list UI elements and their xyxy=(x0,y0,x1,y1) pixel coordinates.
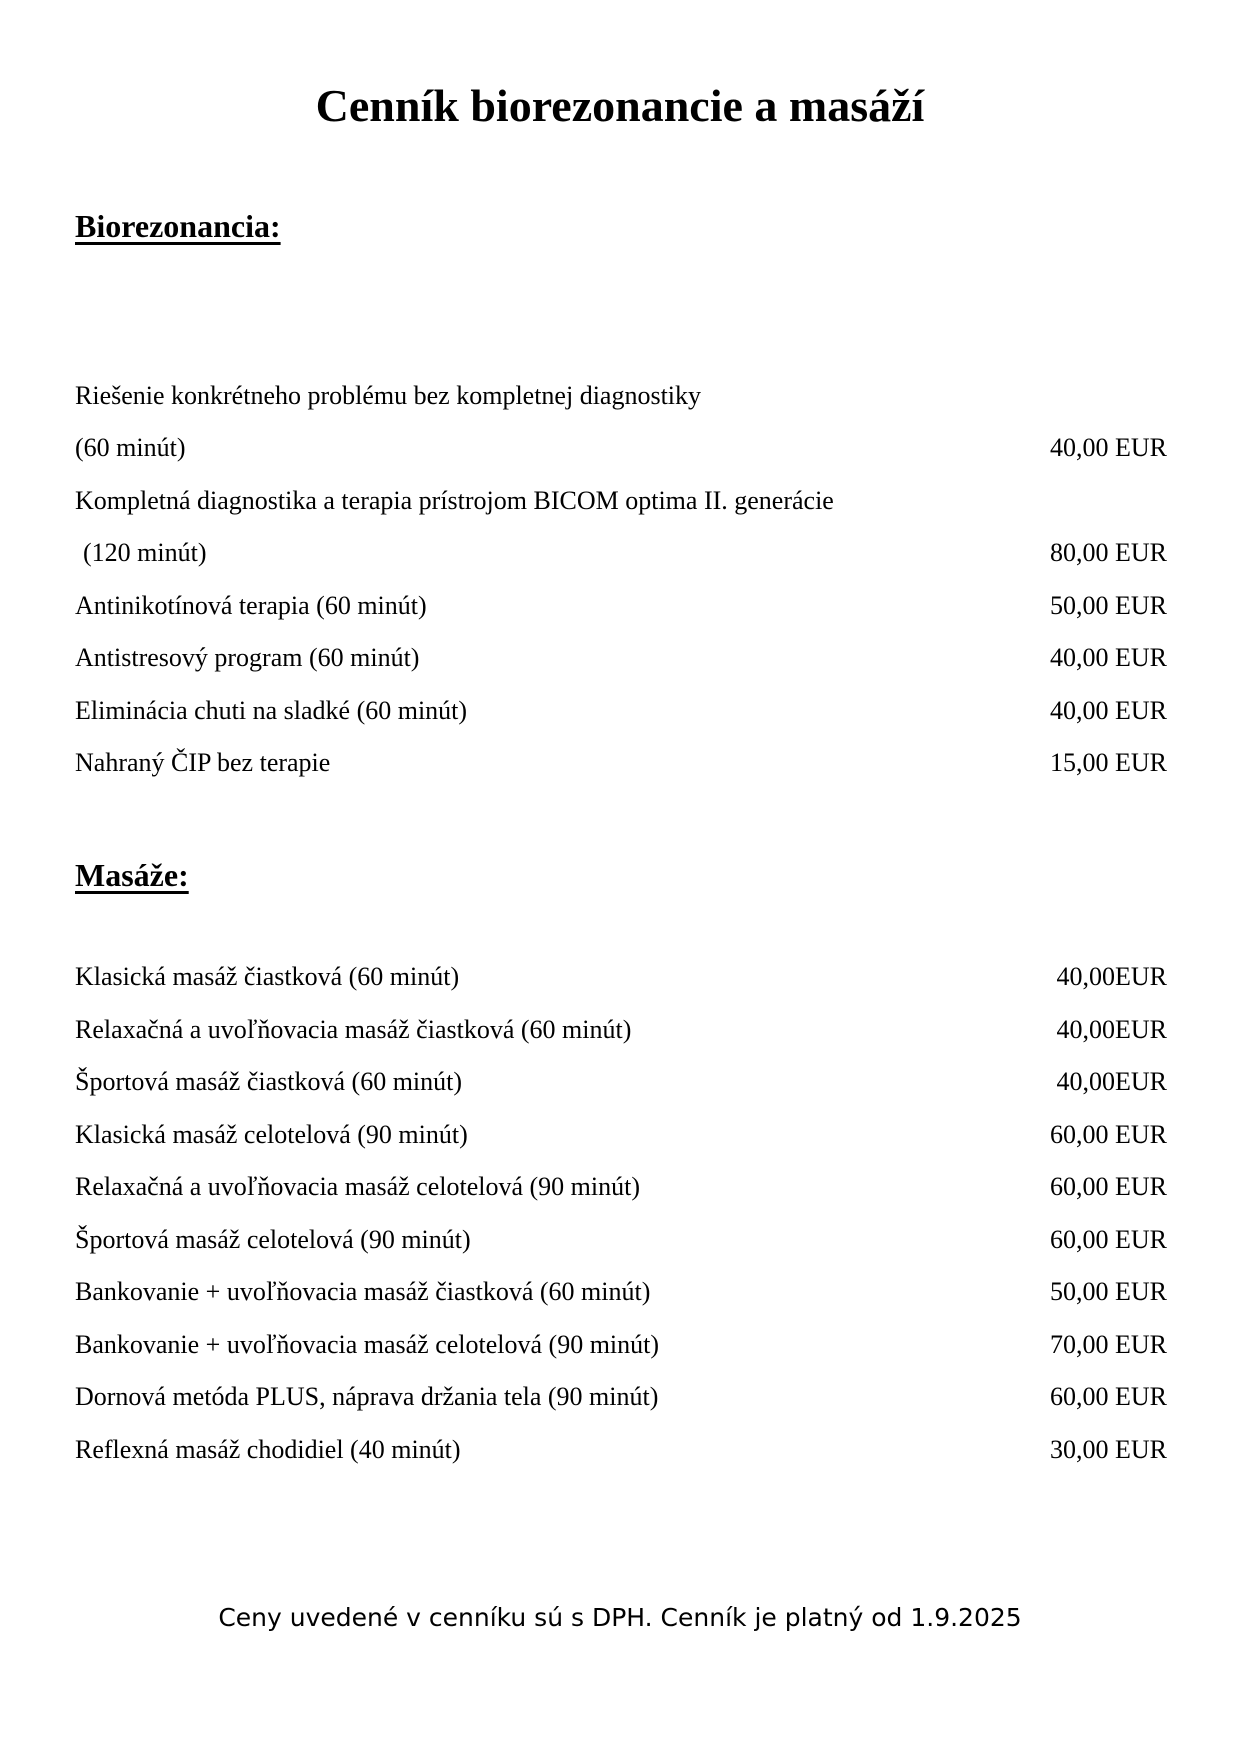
service-price: 40,00EUR xyxy=(1056,962,1167,991)
service-price: 40,00 EUR xyxy=(1050,696,1167,725)
service-price: 60,00 EUR xyxy=(1050,1382,1167,1411)
service-name: Bankovanie + uvoľňovacia masáž čiastková (60 minút) xyxy=(75,1277,651,1306)
service-price: 40,00 EUR xyxy=(1050,433,1167,462)
price-row xyxy=(75,1010,1167,1050)
price-row xyxy=(75,1062,1167,1102)
price-row xyxy=(75,1272,1167,1312)
price-row xyxy=(75,1377,1167,1417)
service-price: 50,00 EUR xyxy=(1050,591,1167,620)
service-name: Reflexná masáž chodidiel (40 minút) xyxy=(75,1435,461,1464)
service-price: 80,00 EUR xyxy=(1050,538,1167,567)
price-row xyxy=(75,1430,1167,1470)
service-name: Športová masáž celotelová (90 minút) xyxy=(75,1225,471,1254)
price-row xyxy=(75,586,1167,626)
service-name: Riešenie konkrétneho problému bez kompletnej diagnostiky xyxy=(75,381,702,410)
service-name: Nahraný ČIP bez terapie xyxy=(75,748,331,777)
price-row xyxy=(75,1115,1167,1155)
section-heading-masaze: Masáže: xyxy=(75,857,189,893)
page-title: Cenník biorezonancie a masáží xyxy=(315,80,925,131)
service-name: Športová masáž čiastková (60 minút) xyxy=(75,1067,463,1096)
price-row xyxy=(75,1325,1167,1365)
service-price: 40,00EUR xyxy=(1056,1015,1167,1044)
service-price: 60,00 EUR xyxy=(1050,1172,1167,1201)
service-name: Relaxačná a uvoľňovacia masáž celotelová (90 minút) xyxy=(75,1172,640,1201)
service-name: Klasická masáž celotelová (90 minút) xyxy=(75,1120,468,1149)
service-price: 60,00 EUR xyxy=(1050,1225,1167,1254)
service-name: (120 minút) xyxy=(83,538,207,567)
vat-validity-note: Ceny uvedené v cenníku sú s DPH. Cenník je platný od 1.9.2025 xyxy=(218,1603,1022,1632)
service-price: 30,00 EUR xyxy=(1050,1435,1167,1464)
price-row xyxy=(75,533,1167,573)
service-name: (60 minút) xyxy=(75,433,186,462)
section-heading-biorezonancia: Biorezonancia: xyxy=(75,208,281,244)
price-row xyxy=(75,638,1167,678)
price-row xyxy=(75,481,1167,521)
service-name: Kompletná diagnostika a terapia prístrojom BICOM optima II. generácie xyxy=(75,486,834,515)
service-name: Klasická masáž čiastková (60 minút) xyxy=(75,962,460,991)
service-name: Dornová metóda PLUS, náprava držania tela (90 minút) xyxy=(75,1382,659,1411)
price-row xyxy=(75,376,1167,416)
price-row xyxy=(75,1220,1167,1260)
service-price: 50,00 EUR xyxy=(1050,1277,1167,1306)
service-price: 70,00 EUR xyxy=(1050,1330,1167,1359)
price-row xyxy=(75,957,1167,997)
price-row xyxy=(75,743,1167,783)
service-price: 15,00 EUR xyxy=(1050,748,1167,777)
service-price: 40,00 EUR xyxy=(1050,643,1167,672)
price-row xyxy=(75,691,1167,731)
service-price: 60,00 EUR xyxy=(1050,1120,1167,1149)
service-name: Antistresový program (60 minút) xyxy=(75,643,420,672)
service-name: Bankovanie + uvoľňovacia masáž celotelová (90 minút) xyxy=(75,1330,660,1359)
service-price: 40,00EUR xyxy=(1056,1067,1167,1096)
service-name: Eliminácia chuti na sladké (60 minút) xyxy=(75,696,468,725)
price-row xyxy=(75,428,1167,468)
service-name: Relaxačná a uvoľňovacia masáž čiastková (60 minút) xyxy=(75,1015,632,1044)
price-row xyxy=(75,1167,1167,1207)
service-name: Antinikotínová terapia (60 minút) xyxy=(75,591,427,620)
